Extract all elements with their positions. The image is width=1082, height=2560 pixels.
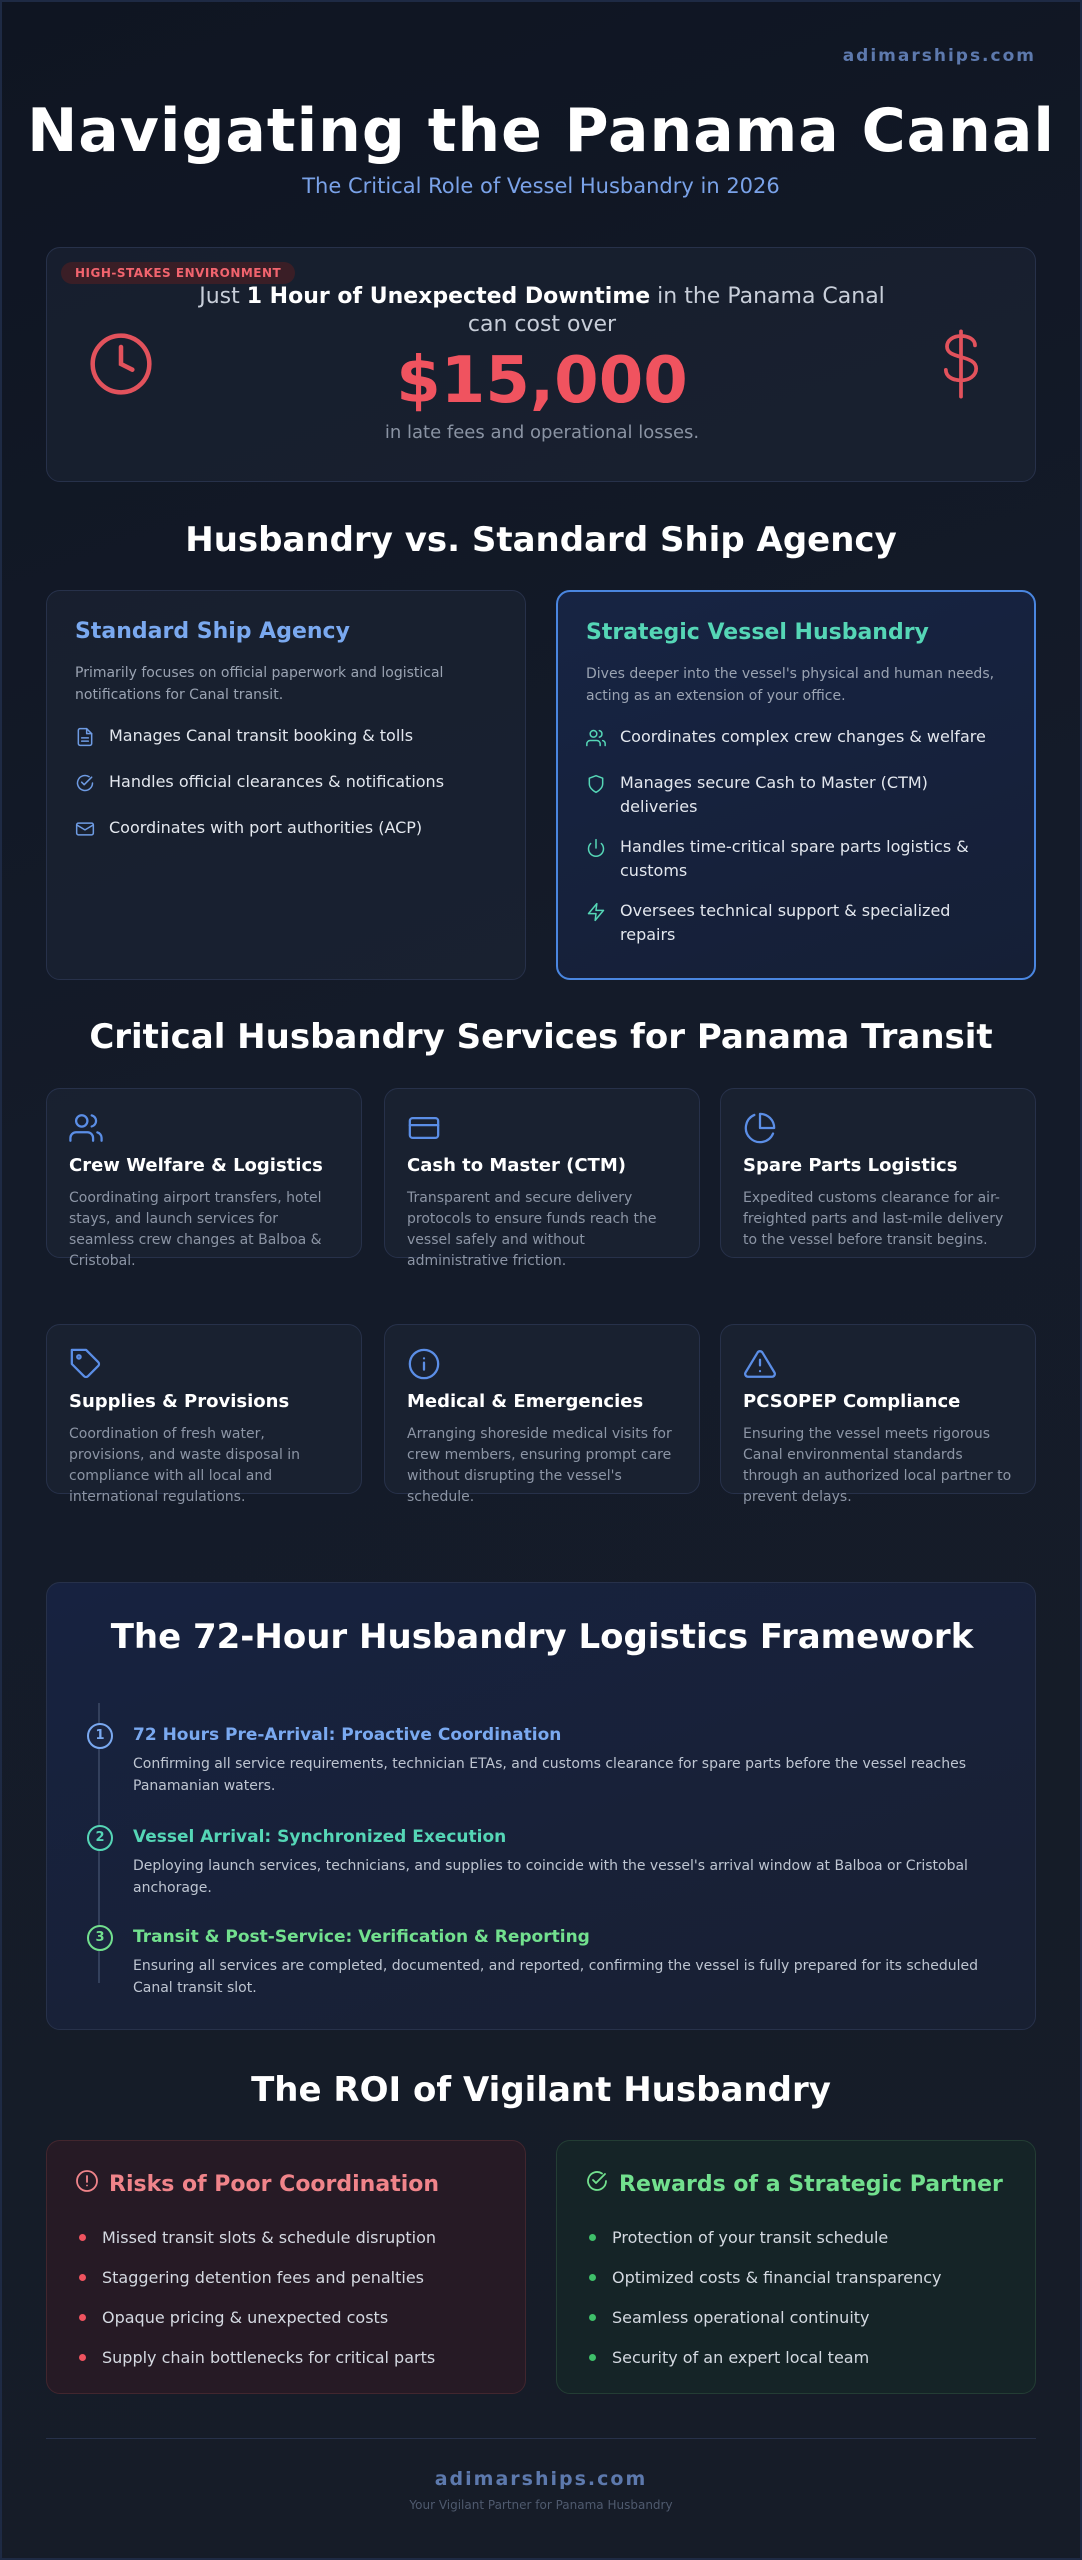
step-number: 2 [87, 1825, 113, 1851]
pie-chart-icon [743, 1111, 777, 1145]
users-icon [69, 1111, 103, 1145]
list-item: Coordinates complex crew changes & welfare [586, 725, 1006, 755]
alert-amount: $15,000 [396, 344, 688, 418]
strategic-husbandry-title: Strategic Vessel Husbandry [586, 620, 929, 645]
bullet-dot [79, 2354, 86, 2361]
tag-icon [69, 1347, 103, 1381]
list-item: Handles time-critical spare parts logistics & customs [586, 835, 1006, 883]
service-title: Cash to Master (CTM) [407, 1155, 626, 1176]
footer-divider [46, 2438, 1036, 2439]
header-brand[interactable]: adimarships.com [842, 46, 1036, 66]
step-title: 72 Hours Pre-Arrival: Proactive Coordination [133, 1725, 562, 1745]
rewards-card [556, 2140, 1036, 2394]
comparison-heading: Husbandry vs. Standard Ship Agency [185, 520, 897, 560]
list-item: Handles official clearances & notifications [75, 770, 497, 800]
framework-heading: The 72-Hour Husbandry Logistics Framework [110, 1617, 974, 1657]
step-title: Vessel Arrival: Synchronized Execution [133, 1827, 507, 1847]
alert-line-2: can cost over [467, 312, 617, 337]
strategic-husbandry-card [556, 590, 1036, 980]
alert-tag: HIGH-STAKES ENVIRONMENT [61, 262, 295, 284]
risks-title: Risks of Poor Coordination [75, 2169, 497, 2199]
bullet-dot [589, 2234, 596, 2241]
footer-tagline: Your Vigilant Partner for Panama Husbandry [409, 2498, 673, 2512]
framework-card [46, 1582, 1036, 2030]
service-card-supplies [46, 1324, 362, 1505]
risks-card [46, 2140, 526, 2394]
bullet-dot [589, 2274, 596, 2281]
service-title: PCSOPEP Compliance [743, 1391, 961, 1412]
service-title: Crew Welfare & Logistics [69, 1155, 323, 1176]
step-description: Deploying launch services, technicians, and supplies to coincide with the vessel's arrival window at Balboa or Cristobal anchorage. [133, 1858, 968, 1896]
lightning-icon [586, 902, 608, 929]
power-icon [586, 838, 608, 865]
service-card-medical [384, 1324, 700, 1505]
shield-icon [586, 774, 608, 801]
list-item: Manages Canal transit booking & tolls [75, 724, 497, 754]
alert-footnote: in late fees and operational losses. [384, 422, 700, 443]
step-description: Confirming all service requirements, technician ETAs, and customs clearance for spare parts before the vessel reaches Panamanian waters. [133, 1756, 967, 1794]
service-title: Medical & Emergencies [407, 1391, 644, 1412]
alert-emphasis: 1 Hour of Unexpected Downtime [246, 284, 651, 309]
service-card-cash-to-master [384, 1088, 700, 1269]
service-description: Expedited customs clearance for air-freighted parts and last-mile delivery to the vessel before transit begins. [743, 1190, 1004, 1248]
service-card-spare-parts [720, 1088, 1036, 1258]
service-description: Ensuring the vessel meets rigorous Canal environmental standards through an authorized local partner to prevent delays. [743, 1426, 1012, 1505]
service-description: Coordination of fresh water, provisions, and waste disposal in compliance with all local and international regulations. [69, 1426, 301, 1505]
service-description: Arranging shoreside medical visits for crew members, ensuring prompt care without disrupting the vessel's schedule. [407, 1426, 672, 1505]
bullet-dot [589, 2314, 596, 2321]
bullet-dot [79, 2234, 86, 2241]
roi-heading: The ROI of Vigilant Husbandry [251, 2070, 831, 2110]
warning-icon [743, 1347, 777, 1381]
alert-circle-icon [75, 2169, 99, 2199]
alert-line-1: Just 1 Hour of Unexpected Downtime in the Panama Canal [199, 284, 885, 309]
list-item: Supply chain bottlenecks for critical parts [75, 2337, 497, 2377]
standard-agency-title: Standard Ship Agency [75, 619, 350, 644]
credit-card-icon [407, 1111, 441, 1145]
standard-agency-card [46, 590, 526, 980]
service-card-crew-welfare [46, 1088, 362, 1269]
strategic-husbandry-description: Dives deeper into the vessel's physical and human needs, acting as an extension of your office. [586, 666, 995, 704]
list-item: Coordinates with port authorities (ACP) [75, 816, 497, 846]
page-subtitle: The Critical Role of Vessel Husbandry in 2026 [302, 174, 780, 198]
step-number: 3 [87, 1925, 113, 1951]
mail-icon [75, 819, 97, 846]
services-heading: Critical Husbandry Services for Panama Transit [89, 1017, 993, 1057]
step-number: 1 [87, 1723, 113, 1749]
list-item: Security of an expert local team [585, 2337, 1007, 2377]
list-item: Oversees technical support & specialized repairs [586, 899, 1006, 947]
bullet-dot [79, 2274, 86, 2281]
check-circle-icon [585, 2169, 609, 2199]
bullet-dot [79, 2314, 86, 2321]
step-title: Transit & Post-Service: Verification & Reporting [133, 1927, 590, 1947]
service-description: Transparent and secure delivery protocols to ensure funds reach the vessel safely and without administrative friction. [407, 1190, 657, 1269]
step-description: Ensuring all services are completed, documented, and reported, confirming the vessel is fully prepared for its scheduled Canal transit slot. [133, 1958, 978, 1996]
standard-agency-description: Primarily focuses on official paperwork and logistical notifications for Canal transit. [75, 665, 444, 703]
list-item: Protection of your transit schedule [585, 2217, 1007, 2257]
info-icon [407, 1347, 441, 1381]
list-item: Missed transit slots & schedule disruption [75, 2217, 497, 2257]
list-item: Seamless operational continuity [585, 2297, 1007, 2337]
users-icon [586, 728, 608, 755]
service-title: Spare Parts Logistics [743, 1155, 958, 1176]
page-title: Navigating the Panama Canal [27, 96, 1055, 166]
footer-brand[interactable]: adimarships.com [434, 2468, 648, 2490]
rewards-title: Rewards of a Strategic Partner [585, 2169, 1007, 2199]
list-item: Opaque pricing & unexpected costs [75, 2297, 497, 2337]
service-card-pcsopep [720, 1324, 1036, 1505]
bullet-dot [589, 2354, 596, 2361]
check-circle-icon [75, 773, 97, 800]
document-icon [75, 727, 97, 754]
service-title: Supplies & Provisions [69, 1391, 290, 1412]
list-item: Staggering detention fees and penalties [75, 2257, 497, 2297]
list-item: Optimized costs & financial transparency [585, 2257, 1007, 2297]
service-description: Coordinating airport transfers, hotel stays, and launch services for seamless crew changes at Balboa & Cristobal. [69, 1190, 322, 1269]
downtime-alert-card [46, 247, 1036, 482]
list-item: Manages secure Cash to Master (CTM) deliveries [586, 771, 1006, 819]
